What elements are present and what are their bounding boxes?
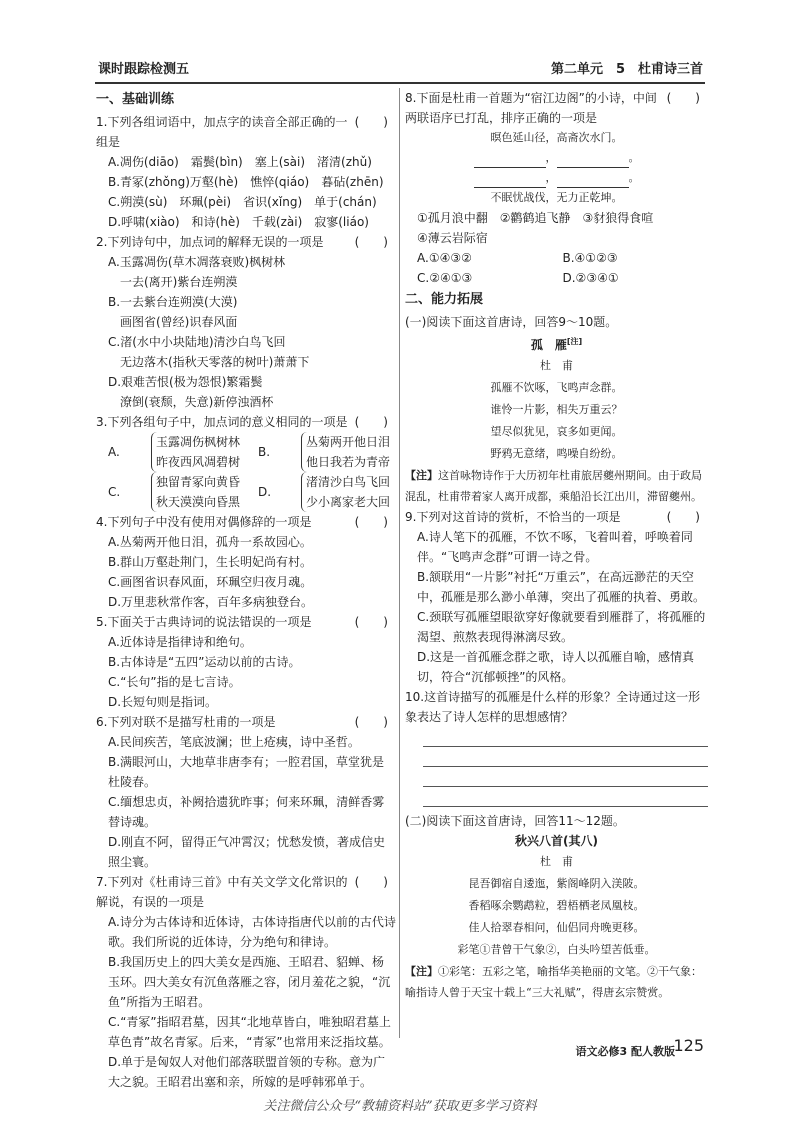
answer-paren: ( ) — [354, 115, 388, 129]
option: B.满眼河山，大地草非唐李有；一腔君国，草堂犹是杜陵春。 — [108, 755, 385, 789]
header-rule — [95, 82, 705, 84]
poem-line: 谁怜一片影，相失万重云？ — [490, 403, 623, 416]
book-badge: 语文必修3 配人教版 — [575, 1045, 675, 1058]
answer-paren: ( ) — [354, 415, 388, 429]
poem-author: 杜 甫 — [540, 855, 573, 868]
option: C.缅想忠贞，补阙拾遗犹昨事；何来环珮，清鲜香雾替诗魂。 — [108, 795, 385, 829]
option-line: 渚清沙白鸟飞回 — [305, 475, 390, 489]
question-5: ( ) 5.下面关于古典诗词的说法错误的一项是 — [96, 612, 396, 632]
question-2: ( ) 2.下列诗句中，加点词的解释无误的一项是 — [96, 232, 396, 252]
answer-paren: ( ) — [354, 715, 388, 729]
option-cont: 一去(离开)紫台连朔漠 — [120, 275, 238, 289]
option: A.丛菊两开他日泪，孤舟一系故园心。 — [108, 535, 312, 549]
answer-line[interactable] — [423, 787, 708, 807]
option: C.朔漠(sù) 环珮(pèi) 省识(xǐng) 单于(chán) — [108, 195, 377, 209]
column-divider — [399, 88, 400, 1038]
note: 【注】①彩笔：五彩之笔，喻指华美艳丽的文笔。②干气象：喻指诗人曾于天宝十载上“三大礼赋”，得唐玄宗赞赏。 — [405, 965, 702, 999]
page-number: 125 — [673, 1036, 704, 1055]
answer-line[interactable] — [423, 767, 708, 787]
poem-line: 不眠忧战伐，无力正乾坤。 — [490, 191, 623, 204]
option-label: A. — [108, 445, 120, 459]
question-9: ( ) 9.下列对这首诗的赏析，不恰当的一项是 — [405, 507, 708, 527]
option: B.颔联用“一片影”衬托“万重云”，在高远渺茫的天空中，孤雁是那么渺小单薄，突出了孤雁的执着、勇敢。 — [417, 570, 706, 604]
option: B.一去紫台连朔漠(大漠) — [108, 295, 238, 309]
option-cont: 无边落木(指秋天零落的树叶)萧萧下 — [120, 355, 310, 369]
poem-line: 佳人拾翠春相问，仙侣同舟晚更移。 — [468, 921, 645, 934]
question-8: ( ) 8.下面是杜甫一首题为“宿江边阁”的小诗，中间两联语序已打乱，排序正确的一项是 — [405, 88, 708, 128]
section-advanced: 二、能力拓展 — [405, 292, 484, 307]
question-1: ( ) 1.下列各组词语中，加点字的读音全部正确的一组是 — [96, 112, 396, 152]
option: D.万里悲秋常作客，百年多病独登台。 — [108, 595, 314, 609]
option-line: 玉露凋伤枫树林 — [155, 435, 240, 449]
option: D.单于是匈奴人对他们部落联盟首领的专称。意为广大之貌。王昭君出塞和亲，所嫁的是呼韩邪单于。 — [108, 1055, 386, 1089]
option-label: B. — [258, 445, 271, 459]
answer-paren: ( ) — [354, 235, 388, 249]
option: C.②④①③ — [417, 271, 473, 285]
header-left: 课时跟踪检测五 — [98, 62, 190, 77]
option: D.长短句则是指词。 — [108, 695, 218, 709]
option: C.颈联写孤雁望眼欲穿好像就要看到雁群了，将孤雁的渴望、煎熬表现得淋漓尽致。 — [417, 610, 706, 644]
answer-line[interactable] — [423, 727, 708, 747]
option: B.④①②③ — [562, 251, 618, 265]
option-label: C. — [108, 485, 121, 499]
option: A.诗人笔下的孤雁，不饮不啄，飞着叫着，呼唤着同伴。“飞鸣声念群”可谓一诗之骨。 — [417, 530, 693, 564]
poem-line: 野鸦无意绪，鸣噪自纷纷。 — [490, 447, 623, 460]
right-column — [405, 88, 708, 1003]
blank-line: ， 。 — [405, 148, 708, 168]
answer-line[interactable] — [423, 747, 708, 767]
note: 【注】这首咏物诗作于大历初年杜甫旅居夔州期间。由于政局混乱，杜甫带着家人离开成都，乘船沿长江出川，滞留夔州。 — [405, 469, 702, 503]
option: D.②③④① — [562, 271, 619, 285]
option: A.①④③② — [417, 251, 472, 265]
section-basic: 一、基础训练 — [96, 92, 175, 107]
question-10: 10.这首诗描写的孤雁是什么样的形象？全诗通过这一形象表达了诗人怎样的思想感情？ — [405, 690, 701, 724]
option-label: D. — [258, 485, 272, 499]
poem-line: 昆吾御宿自逶迤，紫阁峰阴入渼陂。 — [468, 877, 645, 890]
option: C.“长句”指的是七言诗。 — [108, 675, 241, 689]
option: C.画图省识春风面，环珮空归夜月魂。 — [108, 575, 313, 589]
option: A.凋伤(diāo) 霜鬓(bìn) 塞上(sài) 渚清(zhǔ) — [108, 155, 372, 169]
answer-paren: ( ) — [354, 615, 388, 629]
option-line: 丛菊两开他日泪 — [305, 435, 390, 449]
option-line: 他日我若为青帝 — [305, 455, 390, 469]
poem-title: 秋兴八首(其八) — [515, 834, 598, 848]
choice-line: ①孤月浪中翻 ②鹳鹤追飞静 ③豺狼得食喧 — [417, 211, 654, 225]
option: D.这是一首孤雁念群之歌，诗人以孤雁自喻，感情真切，符合“沉郁顿挫”的风格。 — [417, 650, 695, 684]
poem-line: 孤雁不饮啄，飞鸣声念群。 — [490, 381, 623, 394]
answer-paren: ( ) — [354, 875, 388, 889]
poem-line: 暝色延山径，高斋次水门。 — [490, 131, 623, 144]
question-3: ( ) 3.下列各组句子中，加点词的意义相同的一项是 — [96, 412, 396, 432]
poem-line: 望尽似犹见，哀多如更闻。 — [490, 425, 623, 438]
option: A.诗分为古体诗和近体诗，古体诗指唐代以前的古代诗歌。我们所说的近体诗，分为绝句和律诗。 — [108, 915, 396, 949]
reading-2-intro: (二)阅读下面这首唐诗，回答11～12题。 — [405, 814, 625, 828]
option-line: 少小离家老大回 — [305, 495, 390, 509]
option-cont: 画图省(曾经)识春风面 — [120, 315, 238, 329]
note-mark: [注] — [566, 337, 583, 346]
option: A.玉露凋伤(草木凋落衰败)枫树林 — [108, 255, 286, 269]
option: C.“青冢”指昭君墓，因其“北地草皆白，唯独昭君墓上草色青”故名青冢。后来，“青冢”也常用来泛指坟墓。 — [108, 1015, 391, 1049]
question-4: ( ) 4.下列句子中没有使用对偶修辞的一项是 — [96, 512, 396, 532]
left-column — [96, 88, 396, 1092]
blank-line: ， 。 — [405, 168, 708, 188]
option-line: 昨夜西风凋碧树 — [155, 455, 240, 469]
option: B.青冢(zhǒng)万壑(hè) 憔悴(qiáo) 暮砧(zhēn) — [108, 175, 384, 189]
reading-1-intro: (一)阅读下面这首唐诗，回答9～10题。 — [405, 315, 618, 329]
option: D.艰难苦恨(极为怨恨)繁霜鬓 — [108, 375, 263, 389]
footer-promo: 关注微信公众号“教辅资料站”获取更多学习资料 — [263, 1099, 537, 1114]
option: C.渚(水中小块陆地)清沙白鸟飞回 — [108, 335, 286, 349]
header-right: 第二单元 5 杜甫诗三首 — [550, 62, 703, 77]
option-cont: 潦倒(衰颓，失意)新停浊酒杯 — [120, 395, 274, 409]
answer-paren: ( ) — [354, 515, 388, 529]
option: B.群山万壑赴荆门，生长明妃尚有村。 — [108, 555, 313, 569]
answer-paren: ( ) — [666, 91, 700, 105]
option: B.古体诗是“五四”运动以前的古诗。 — [108, 655, 301, 669]
poem-line: 彩笔①昔曾干气象②，白头吟望苦低垂。 — [457, 943, 656, 956]
question-6: ( ) 6.下列对联不是描写杜甫的一项是 — [96, 712, 396, 732]
answer-paren: ( ) — [666, 510, 700, 524]
question-7: ( ) 7.下列对《杜甫诗三首》中有关文学文化常识的解说，有误的一项是 — [96, 872, 396, 912]
option: A.民间疾苦，笔底波澜；世上疮痍，诗中圣哲。 — [108, 735, 360, 749]
option-line: 秋天漠漠向昏黑 — [155, 495, 240, 509]
poem-line: 香稻啄余鹦鹉粒，碧梧栖老凤凰枝。 — [468, 899, 645, 912]
poem-title: 孤 雁[注] — [530, 337, 583, 352]
option-line: 独留青冢向黄昏 — [155, 475, 240, 489]
choice-line: ④薄云岩际宿 — [417, 231, 488, 245]
option: A.近体诗是指律诗和绝句。 — [108, 635, 252, 649]
poem-author: 杜 甫 — [540, 359, 573, 372]
option: B.我国历史上的四大美女是西施、王昭君、貂蝉、杨玉环。四大美女有沉鱼落雁之容，闭月羞花之貌，“沉鱼”所指为王昭君。 — [108, 955, 391, 1009]
option: D.刚直不阿，留得正气冲霄汉；忧愁发愤，著成信史照尘寰。 — [108, 835, 386, 869]
option: D.呼啸(xiào) 和诗(hè) 千载(zài) 寂寥(liáo) — [108, 215, 369, 229]
